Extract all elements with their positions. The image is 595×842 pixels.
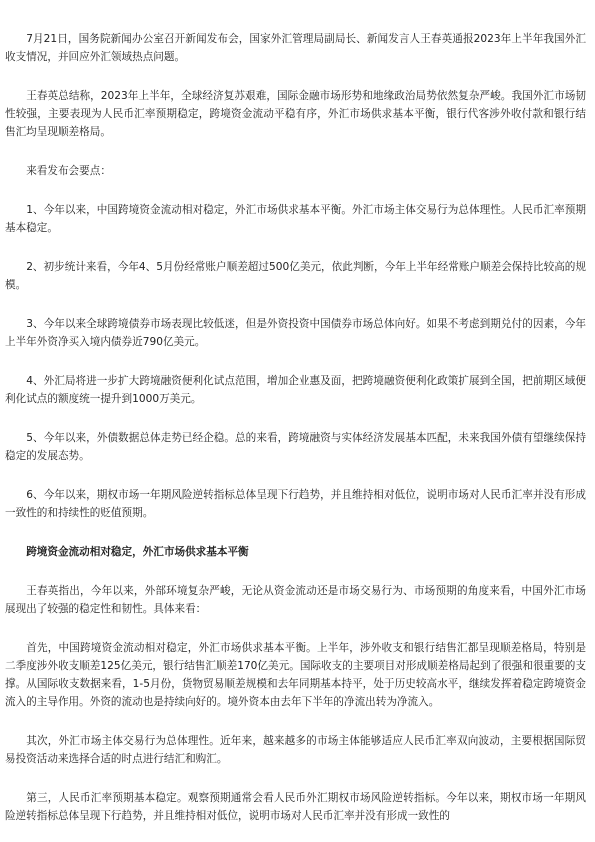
paragraph: 2、初步统计来看，今年4、5月份经常账户顺差超过500亿美元，依此判断，今年上半年经常账户顺差会保持比较高的规模。 bbox=[5, 261, 586, 291]
paragraph: 5、今年以来，外债数据总体走势已经企稳。总的来看，跨境融资与实体经济发展基本匹配，未来我国外债有望继续保持稳定的发展态势。 bbox=[5, 432, 586, 462]
paragraph: 来看发布会要点： bbox=[26, 165, 111, 177]
paragraph: 首先，中国跨境资金流动相对稳定，外汇市场供求基本平衡。上半年，涉外收支和银行结售汇都呈现顺差格局，特别是二季度涉外收支顺差125亿美元，银行结售汇顺差170亿美元。国际收支的主要项目对形成顺差格局起到了很强和很重要的支撑。从国际收支数据来看，1-5月份，货物贸易顺差规模和去年同期基本持平，处于历史较高水平，继续发挥着稳定跨境资金流入的主导作用。外资的流动也是持续向好的。境外资本由去年下半年的净流出转为净流入。 bbox=[5, 642, 586, 708]
paragraph: 3、今年以来全球跨境债券市场表现比较低迷，但是外资投资中国债券市场总体向好。如果不考虑到期兑付的因素，今年上半年外资净买入境内债券近790亿美元。 bbox=[5, 318, 586, 348]
paragraph: 1、今年以来，中国跨境资金流动相对稳定，外汇市场供求基本平衡。外汇市场主体交易行为总体理性。人民币汇率预期基本稳定。 bbox=[5, 204, 586, 234]
paragraph: 4、外汇局将进一步扩大跨境融资便利化试点范围，增加企业惠及面，把跨境融资便利化政策扩展到全国，把前期区域便利化试点的额度统一提升到1000万美元。 bbox=[5, 375, 586, 405]
section-heading: 跨境资金流动相对稳定，外汇市场供求基本平衡 bbox=[26, 546, 249, 558]
paragraph: 7月21日，国务院新闻办公室召开新闻发布会，国家外汇管理局副局长、新闻发言人王春英通报2023年上半年我国外汇收支情况，并回应外汇领域热点问题。 bbox=[5, 33, 586, 63]
paragraph: 王春英指出，今年以来，外部环境复杂严峻，无论从资金流动还是市场交易行为、市场预期的角度来看，中国外汇市场展现出了较强的稳定性和韧性。具体来看： bbox=[5, 585, 586, 615]
paragraph: 6、今年以来，期权市场一年期风险逆转指标总体呈现下行趋势，并且维持相对低位，说明市场对人民币汇率并没有形成一致性的和持续性的贬值预期。 bbox=[5, 489, 586, 519]
paragraph: 王春英总结称，2023年上半年，全球经济复苏艰难，国际金融市场形势和地缘政治局势依然复杂严峻。我国外汇市场韧性较强，主要表现为人民币汇率预期稳定，跨境资金流动平稳有序，外汇市场供求基本平衡，银行代客涉外收付款和银行结售汇均呈现顺差格局。 bbox=[5, 90, 586, 138]
paragraph: 其次，外汇市场主体交易行为总体理性。近年来，越来越多的市场主体能够适应人民币汇率双向波动，主要根据国际贸易投资活动来选择合适的时点进行结汇和购汇。 bbox=[5, 735, 586, 765]
article-body bbox=[5, 30, 586, 825]
paragraph: 第三，人民币汇率预期基本稳定。观察预期通常会看人民币外汇期权市场风险逆转指标。今年以来，期权市场一年期风险逆转指标总体呈现下行趋势，并且维持相对低位，说明市场对人民币汇率并没有形成一致性的 bbox=[5, 792, 586, 822]
